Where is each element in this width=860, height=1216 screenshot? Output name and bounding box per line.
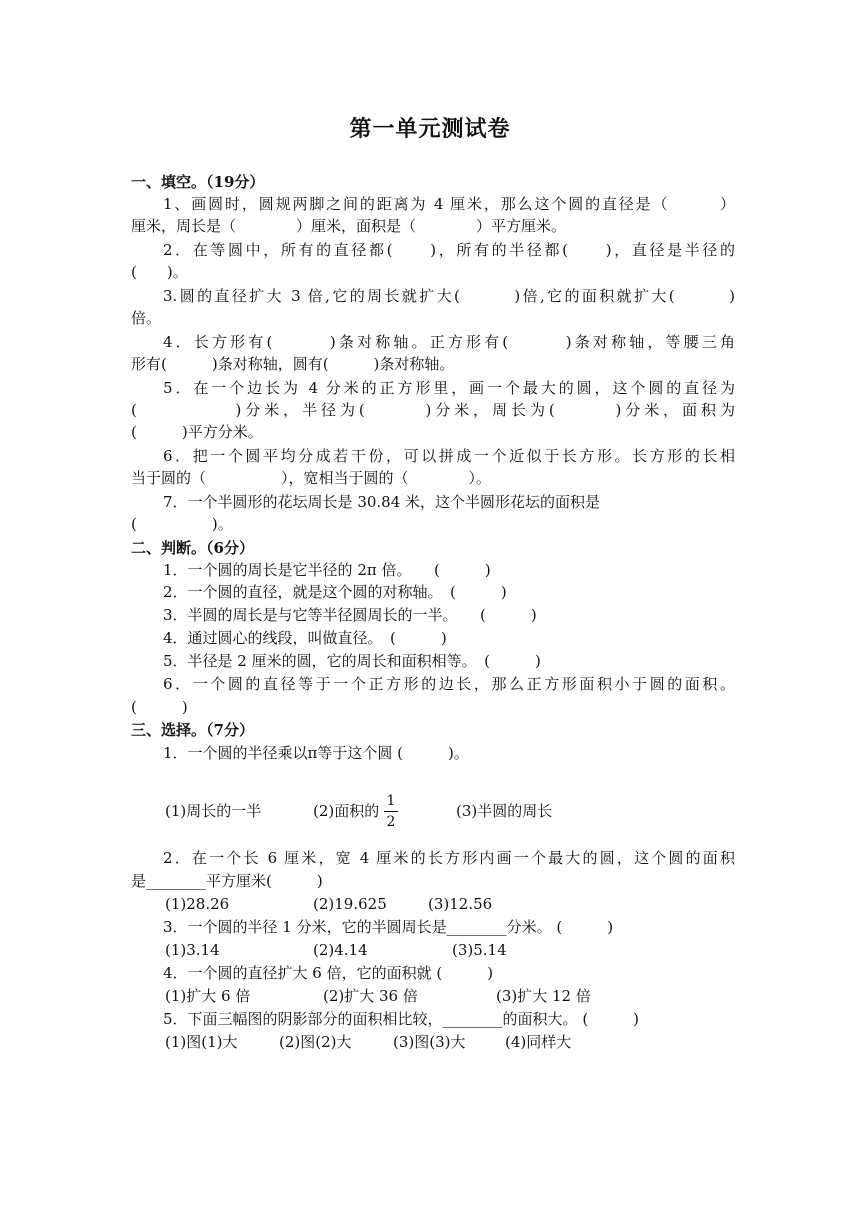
question-line: 5．下面三幅图的阴影部分的面积相比较，________的面积大。 ( ) (163, 1010, 640, 1028)
question-line: 2．一个圆的直径，就是这个圆的对称轴。 ( ) (163, 583, 507, 601)
question-line: 2．在一个长 6 厘米，宽 4 厘米的长方形内画一个最大的圆，这个圆的面积 (163, 849, 735, 867)
question-line: 2．在等圆中，所有的直径都( )，所有的半径都( )，直径是半径的 (163, 241, 735, 259)
question-line: 6．一个圆的直径等于一个正方形的边长，那么正方形面积小于圆的面积。 (163, 675, 735, 693)
question-line: 3．一个圆的半径 1 分米，它的半圆周长是________分米。 ( ) (163, 918, 614, 936)
choice-option: (2)19.625 (313, 895, 387, 913)
question-line: 3.圆的直径扩大 3 倍,它的周长就扩大( )倍,它的面积就扩大( ) (163, 287, 735, 305)
question-line: ( ) (131, 698, 188, 716)
question-line: 1、画圆时，圆规两脚之间的距离为 4 厘米，那么这个圆的直径是（ ） (163, 195, 735, 213)
choice-option: (1)图(1)大 (165, 1033, 238, 1051)
choice-option: (3)5.14 (452, 941, 507, 959)
choice-option: (3)图(3)大 (393, 1033, 466, 1051)
question-line: ( )。 (131, 263, 188, 281)
choice-option: (1)3.14 (165, 941, 220, 959)
question-line: ( )平方分米。 (131, 423, 263, 441)
choice-option: (1)28.26 (165, 895, 230, 913)
choice-option: (3)半圆的周长 (456, 802, 553, 820)
fraction-numerator: 1 (386, 793, 396, 809)
choice-option: (1)周长的一半 (165, 802, 262, 820)
choice-option: (4)同样大 (505, 1033, 572, 1051)
question-line: ( )分米，半径为( )分米，周长为( )分米，面积为 (131, 401, 735, 419)
choice-option: (2)扩大 36 倍 (323, 987, 418, 1005)
question-line: ( )。 (131, 515, 233, 533)
question-line: 形有( )条对称轴，圆有( )条对称轴。 (131, 355, 455, 373)
section-heading-fill-blank: 一、填空。（19分） (131, 173, 265, 191)
question-line: 7．一个半圆形的花坛周长是 30.84 米，这个半圆形花坛的面积是 (163, 493, 601, 511)
question-line: 厘米，周长是（ ）厘米，面积是（ ）平方厘米。 (131, 217, 567, 235)
one-half-fraction (384, 792, 398, 831)
fraction-bar (384, 811, 398, 812)
question-line: 6．把一个圆平均分成若干份，可以拼成一个近似于长方形。长方形的长相 (163, 447, 735, 465)
question-line: 4．长方形有( )条对称轴。正方形有( )条对称轴，等腰三角 (163, 333, 735, 351)
choice-option: (3)扩大 12 倍 (496, 987, 591, 1005)
fraction-denominator: 2 (386, 814, 396, 830)
choice-option: (2)4.14 (313, 941, 368, 959)
choice-option: (3)12.56 (428, 895, 493, 913)
question-line: 3．半圆的周长是与它等半径圆周长的一半。 ( ) (163, 606, 537, 624)
question-line: 5．在一个边长为 4 分米的正方形里，画一个最大的圆，这个圆的直径为 (163, 379, 735, 397)
question-line: 1．一个圆的周长是它半径的 2π 倍。 ( ) (163, 561, 491, 579)
page-title: 第一单元测试卷 (349, 116, 511, 142)
question-line: 倍。 (131, 309, 162, 327)
choice-option: (2)面积的 (313, 802, 380, 820)
question-line: 1．一个圆的半径乘以π等于这个圆 ( )。 (163, 744, 469, 762)
choice-option: (1)扩大 6 倍 (165, 987, 251, 1005)
choice-option: (2)图(2)大 (279, 1033, 352, 1051)
question-line: 4．通过圆心的线段，叫做直径。 ( ) (163, 629, 447, 647)
question-line: 是________平方厘米( ) (131, 872, 323, 890)
question-line: 当于圆的（ ），宽相当于圆的（ ）。 (131, 469, 492, 487)
question-line: 4．一个圆的直径扩大 6 倍，它的面积就 ( ) (163, 964, 494, 982)
section-heading-multiple-choice: 三、选择。（7分） (131, 721, 254, 739)
question-line: 5．半径是 2 厘米的圆，它的周长和面积相等。 ( ) (163, 652, 541, 670)
section-heading-true-false: 二、判断。（6分） (131, 539, 254, 557)
